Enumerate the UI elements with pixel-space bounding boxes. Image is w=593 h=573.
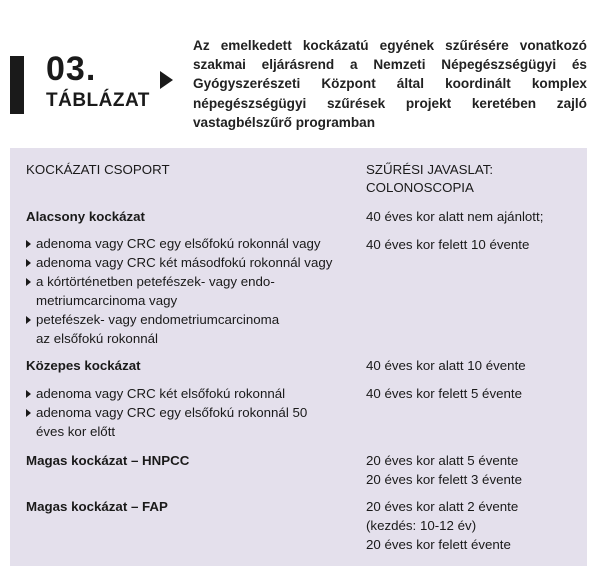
list-item: a kórtörténetben petefészek- vagy endo- xyxy=(26,272,332,291)
bullet-arrow-icon xyxy=(26,409,31,417)
recommendation: 20 éves kor alatt 2 évente xyxy=(366,499,519,514)
bullet-arrow-icon xyxy=(26,259,31,267)
list-item: adenoma vagy CRC két másodfokú rokonnál vagy xyxy=(26,253,332,272)
col-header-risk-group: KOCKÁZATI CSOPORT xyxy=(26,162,170,177)
list-item-continuation: éves kor előtt xyxy=(36,424,116,439)
group-title-hnpcc: Magas kockázat – HNPCC xyxy=(26,453,190,468)
low-risk-criteria xyxy=(26,234,332,348)
accent-bar xyxy=(10,56,24,114)
bullet-arrow-icon xyxy=(26,316,31,324)
list-item: adenoma vagy CRC egy elsőfokú rokonnál vagy xyxy=(26,234,332,253)
recommendation: 40 éves kor alatt nem ajánlott; xyxy=(366,209,544,224)
recommendation: 20 éves kor felett évente xyxy=(366,537,511,552)
col-header-colonoscopy: COLONOSCOPIA xyxy=(366,180,474,195)
list-item: petefészek- vagy endometriumcarcinoma xyxy=(26,310,332,329)
bullet-arrow-icon xyxy=(26,278,31,286)
bullet-arrow-icon xyxy=(26,390,31,398)
list-item: adenoma vagy CRC egy elsőfokú rokonnál 50 xyxy=(26,403,307,422)
recommendation: 20 éves kor felett 3 évente xyxy=(366,472,522,487)
recommendation: 40 éves kor felett 10 évente xyxy=(366,237,530,252)
group-title-low-risk: Alacsony kockázat xyxy=(26,209,145,224)
list-item-continuation: metriumcarcinoma vagy xyxy=(36,293,178,308)
table-caption: Az emelkedett kockázatú egyének szűrésére vonatkozó szakmai eljárásrend a Nemzeti Népegészségügyi és Gyógyszerészeti Központ által koordinált komplex népegészségügyi szűrések projekt keretében zajló vastagbélszűrő programban xyxy=(193,38,587,130)
medium-risk-criteria xyxy=(26,384,307,441)
recommendation: (kezdés: 10-12 év) xyxy=(366,518,477,533)
table-header xyxy=(0,0,593,140)
list-item-continuation: az elsőfokú rokonnál xyxy=(36,331,158,346)
recommendation: 40 éves kor alatt 10 évente xyxy=(366,358,526,373)
table-number: 03. xyxy=(46,50,97,88)
recommendation: 20 éves kor alatt 5 évente xyxy=(366,453,519,468)
list-item: adenoma vagy CRC két elsőfokú rokonnál xyxy=(26,384,307,403)
bullet-arrow-icon xyxy=(26,240,31,248)
table-label: TÁBLÁZAT xyxy=(46,90,150,111)
recommendation: 40 éves kor felett 5 évente xyxy=(366,386,522,401)
col-header-recommendation: SZŰRÉSI JAVASLAT: xyxy=(366,162,494,177)
group-title-fap: Magas kockázat – FAP xyxy=(26,499,168,514)
triangle-arrow-icon xyxy=(160,71,173,89)
risk-table xyxy=(10,148,587,566)
group-title-medium-risk: Közepes kockázat xyxy=(26,358,141,373)
